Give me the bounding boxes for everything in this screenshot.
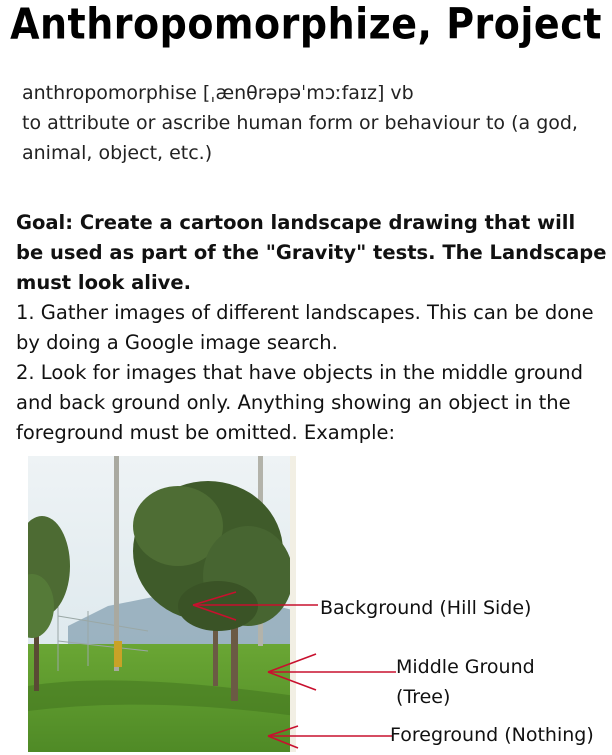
landscape-illustration — [28, 456, 296, 752]
middle-ground-label: Middle Ground — [396, 656, 535, 678]
middle-ground-sublabel: (Tree) — [396, 686, 451, 708]
yellow-post — [114, 641, 122, 667]
definition-block — [22, 78, 602, 168]
step-2-text: 2. Look for images that have objects in the middle ground and back ground only. Anything showing an object in the foreground must be omitted. Example: — [16, 361, 584, 444]
example-landscape-photo — [28, 456, 296, 752]
page-title: Anthropomorphize, Project — [10, 0, 602, 49]
definition-meaning: to attribute or ascribe human form or behaviour to (a god, animal, object, etc.) — [22, 112, 578, 164]
foreground-label: Foreground (Nothing) — [390, 724, 594, 746]
definition-entry: anthropomorphise [ˌænθrəpəˈmɔːfaɪz] vb — [22, 82, 414, 104]
step-1-text: 1. Gather images of different landscapes. This can be done by doing a Google image search. — [16, 301, 594, 354]
light-pole — [114, 456, 119, 671]
instructions-block — [16, 208, 608, 448]
goal-text: Goal: Create a cartoon landscape drawing that will be used as part of the "Gravity" tests. The Landscape must look alive. — [16, 211, 607, 294]
background-label: Background (Hill Side) — [320, 597, 532, 619]
photo-edge — [290, 456, 296, 752]
